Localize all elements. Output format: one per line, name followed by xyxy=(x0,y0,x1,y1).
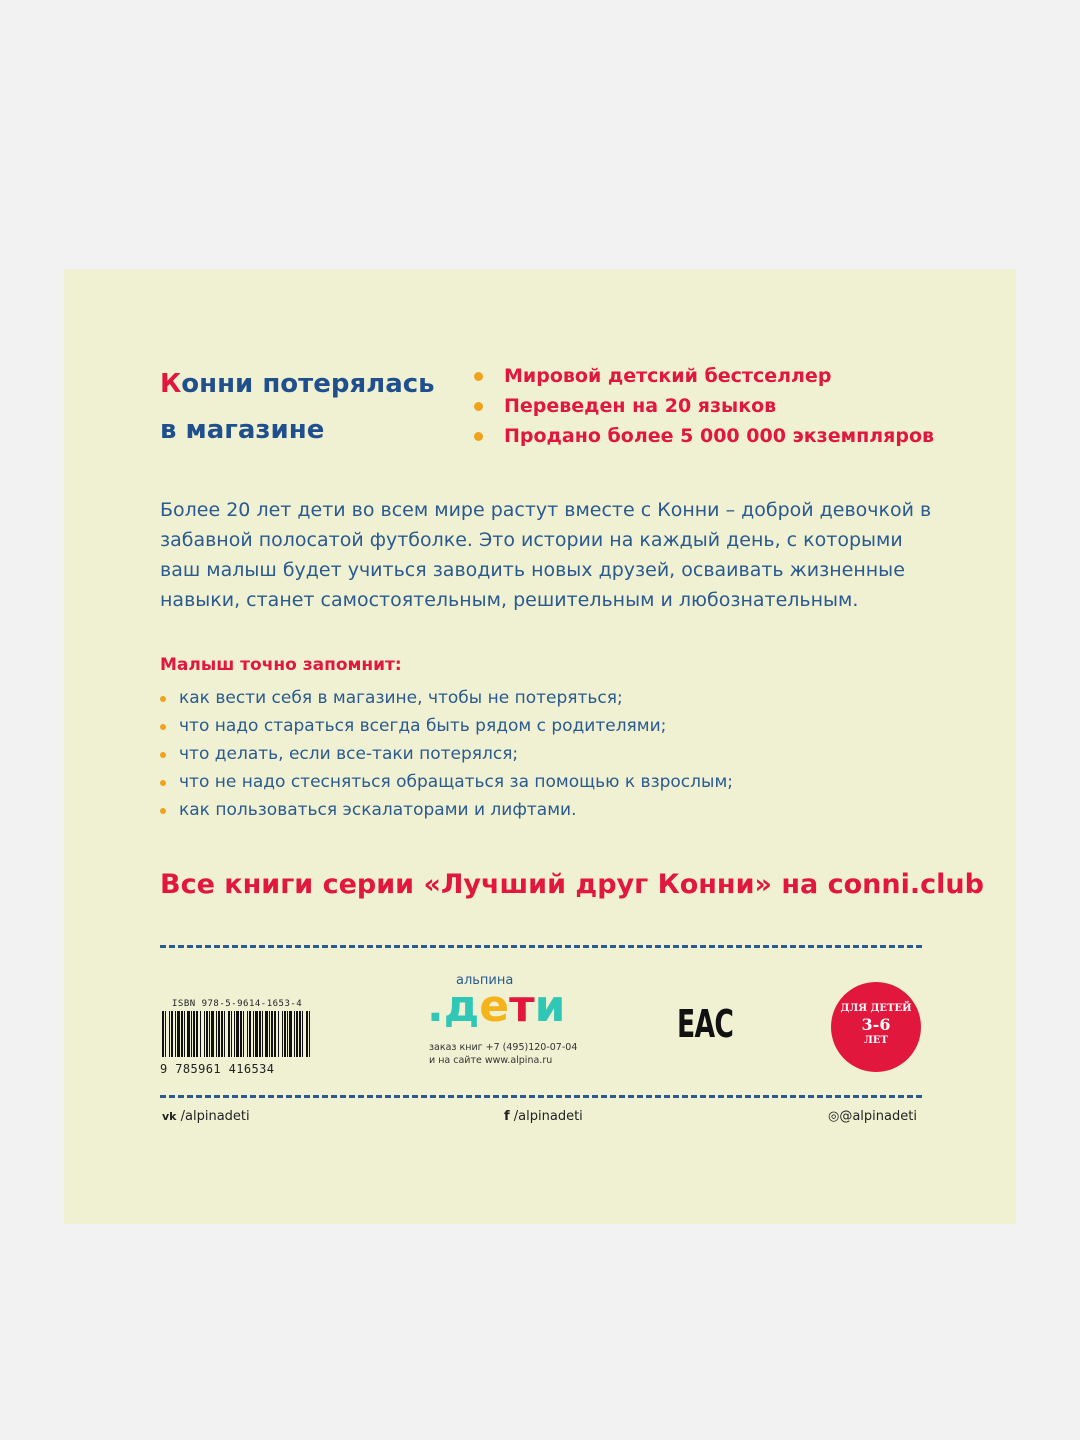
barcode-bar xyxy=(302,1011,303,1057)
barcode-bar xyxy=(221,1011,223,1057)
barcode-bar xyxy=(262,1011,263,1057)
barcode-bar xyxy=(184,1011,185,1057)
barcode-bar xyxy=(299,1011,301,1057)
barcode-bar xyxy=(271,1011,273,1057)
barcode-bar xyxy=(249,1011,251,1057)
barcode-bar xyxy=(175,1011,176,1057)
dashed-divider-top xyxy=(160,945,922,948)
barcode-bar xyxy=(236,1011,239,1057)
logo-letter: е xyxy=(479,981,510,1032)
facebook-link[interactable] xyxy=(504,1109,583,1124)
barcode-bar xyxy=(309,1011,310,1057)
vk-handle: /alpinadeti xyxy=(180,1109,250,1124)
barcode-bar xyxy=(169,1011,170,1057)
barcode-bar xyxy=(253,1011,254,1057)
barcode-bar xyxy=(289,1011,292,1057)
publisher-logo: .дети xyxy=(427,979,565,1035)
remember-item: как вести себя в магазине, чтобы не потеряться; xyxy=(160,684,733,712)
barcode-bar xyxy=(171,1011,173,1057)
barcode-bar xyxy=(191,1011,192,1057)
barcode-bar xyxy=(177,1011,180,1057)
remember-item: как пользоваться эскалаторами и лифтами. xyxy=(160,796,733,824)
barcode-block xyxy=(160,999,315,1076)
remember-item: что надо стараться всегда быть рядом с родителями; xyxy=(160,712,733,740)
highlight-item: Мировой детский бестселлер xyxy=(474,361,934,391)
highlight-item: Переведен на 20 языков xyxy=(474,391,934,421)
vk-icon: vk xyxy=(162,1110,177,1123)
order-phone: заказ книг +7 (495)120-07-04 xyxy=(429,1042,578,1053)
barcode-bar xyxy=(234,1011,235,1057)
barcode-bar xyxy=(209,1011,210,1057)
barcode-bar xyxy=(231,1011,232,1057)
barcode-bar xyxy=(216,1011,217,1057)
remember-item: что не надо стесняться обращаться за помощью к взрослым; xyxy=(160,768,733,796)
age-unit: ЛЕТ xyxy=(864,1035,888,1046)
instagram-icon: ◎ xyxy=(828,1109,840,1124)
age-label: ДЛЯ ДЕТЕЙ xyxy=(840,1003,912,1014)
barcode-bar xyxy=(284,1011,286,1057)
series-site-link[interactable]: conni.club xyxy=(827,869,984,900)
eac-mark: EAC xyxy=(677,1002,734,1046)
barcode-bar xyxy=(247,1011,248,1057)
barcode-bar xyxy=(224,1011,225,1057)
order-info xyxy=(429,1041,577,1067)
barcode-bar xyxy=(206,1011,208,1057)
barcode-bar xyxy=(294,1011,295,1057)
facebook-icon: f xyxy=(504,1109,510,1124)
barcode-digits: 9 785961 416534 xyxy=(160,1062,275,1076)
remember-list xyxy=(160,684,733,824)
barcode-bar xyxy=(204,1011,205,1057)
barcode-bar xyxy=(296,1011,298,1057)
barcode-bar xyxy=(165,1011,166,1057)
logo-letter: т xyxy=(509,981,535,1032)
age-badge xyxy=(831,982,921,1072)
barcode-bar xyxy=(181,1011,183,1057)
isbn-text: ISBN 978-5-9614-1653-4 xyxy=(172,999,303,1009)
barcode-bar xyxy=(265,1011,268,1057)
barcode-bar xyxy=(269,1011,270,1057)
barcode-bar xyxy=(287,1011,288,1057)
instagram-link[interactable] xyxy=(828,1109,917,1124)
order-site: и на сайте www.alpina.ru xyxy=(429,1055,553,1066)
instagram-handle: @alpinadeti xyxy=(839,1109,917,1124)
facebook-handle: /alpinadeti xyxy=(513,1109,583,1124)
series-line xyxy=(160,869,984,900)
barcode-bar xyxy=(278,1011,279,1057)
remember-heading: Малыш точно запомнит: xyxy=(160,655,402,675)
title-line2: в магазине xyxy=(160,415,325,445)
barcode-bar xyxy=(306,1011,308,1057)
barcode-bar xyxy=(162,1011,164,1057)
barcode-bar xyxy=(259,1011,261,1057)
vk-link[interactable] xyxy=(162,1109,250,1124)
publisher-logo-small: альпина xyxy=(456,973,514,988)
remember-item: что делать, если все-таки потерялся; xyxy=(160,740,733,768)
book-title xyxy=(160,361,435,453)
description: Более 20 лет дети во всем мире растут вместе с Конни – доброй девочкой в забавной полосатой футболке. Это истории на каждый день, с которыми ваш малыш будет учиться заводить новых друзей, осваивать жизненные навыки, станет самостоятельным, решительным и любознательным. xyxy=(160,499,932,611)
barcode-bar xyxy=(196,1011,198,1057)
series-text: Все книги серии «Лучший друг Конни» на xyxy=(160,869,828,900)
barcode-icon xyxy=(160,1009,315,1059)
barcode-bar xyxy=(187,1011,190,1057)
dashed-divider-bottom xyxy=(160,1095,922,1098)
barcode-bar xyxy=(243,1011,244,1057)
book-back-cover xyxy=(64,269,1016,1224)
age-range: 3-6 xyxy=(861,1015,891,1034)
logo-letter: и xyxy=(534,981,566,1032)
title-line1: онни потерялась xyxy=(181,369,435,399)
barcode-bar xyxy=(200,1011,201,1057)
logo-letter: д xyxy=(443,981,480,1032)
highlights-list xyxy=(474,361,934,451)
barcode-bar xyxy=(211,1011,214,1057)
title-first-letter: К xyxy=(160,369,182,399)
barcode-bar xyxy=(274,1011,276,1057)
barcode-bar xyxy=(228,1011,230,1057)
barcode-bar xyxy=(193,1011,195,1057)
barcode-bar xyxy=(240,1011,242,1057)
highlight-item: Продано более 5 000 000 экземпляров xyxy=(474,421,934,451)
barcode-bar xyxy=(218,1011,220,1057)
barcode-bar xyxy=(255,1011,258,1057)
barcode-bar xyxy=(282,1011,283,1057)
